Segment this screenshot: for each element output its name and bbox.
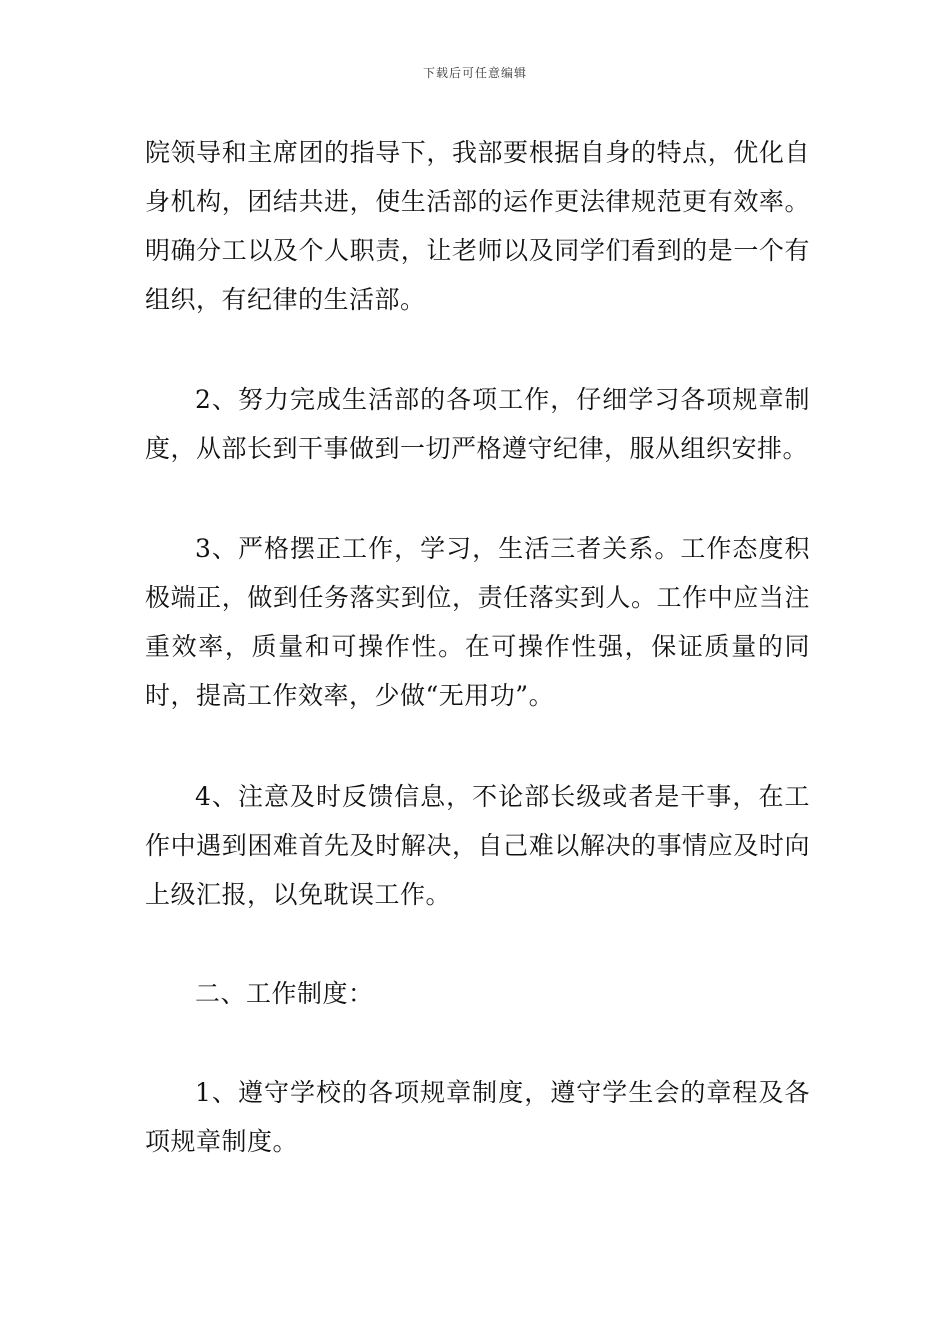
- paragraph-rule-1: 1、遵守学校的各项规章制度，遵守学生会的章程及各项规章制度。: [145, 1078, 810, 1156]
- paragraph-item-4: 4、注意及时反馈信息，不论部长级或者是干事，在工作中遇到困难首先及时解决，自己难以解决的事情应及时向上级汇报，以免耽误工作。: [145, 782, 810, 909]
- paragraph-item-2: 2、努力完成生活部的各项工作，仔细学习各项规章制度，从部长到干事做到一切严格遵守纪律，服从组织安排。: [145, 385, 810, 463]
- section-heading-work-rules: 二、工作制度：: [195, 979, 374, 1008]
- paragraph-item-3: 3、严格摆正工作，学习，生活三者关系。工作态度积极端正，做到任务落实到位，责任落实到人。工作中应当注重效率，质量和可操作性。在可操作性强，保证质量的同时，提高工作效率，少做“无用功”。: [145, 534, 810, 710]
- page-header: 下载后可任意编辑: [422, 66, 527, 80]
- paragraph-continuation: 院领导和主席团的指导下，我部要根据自身的特点，优化自身机构，团结共进，使生活部的运作更法律规范更有效率。明确分工以及个人职责，让老师以及同学们看到的是一个有组织，有纪律的生活部。: [145, 138, 810, 314]
